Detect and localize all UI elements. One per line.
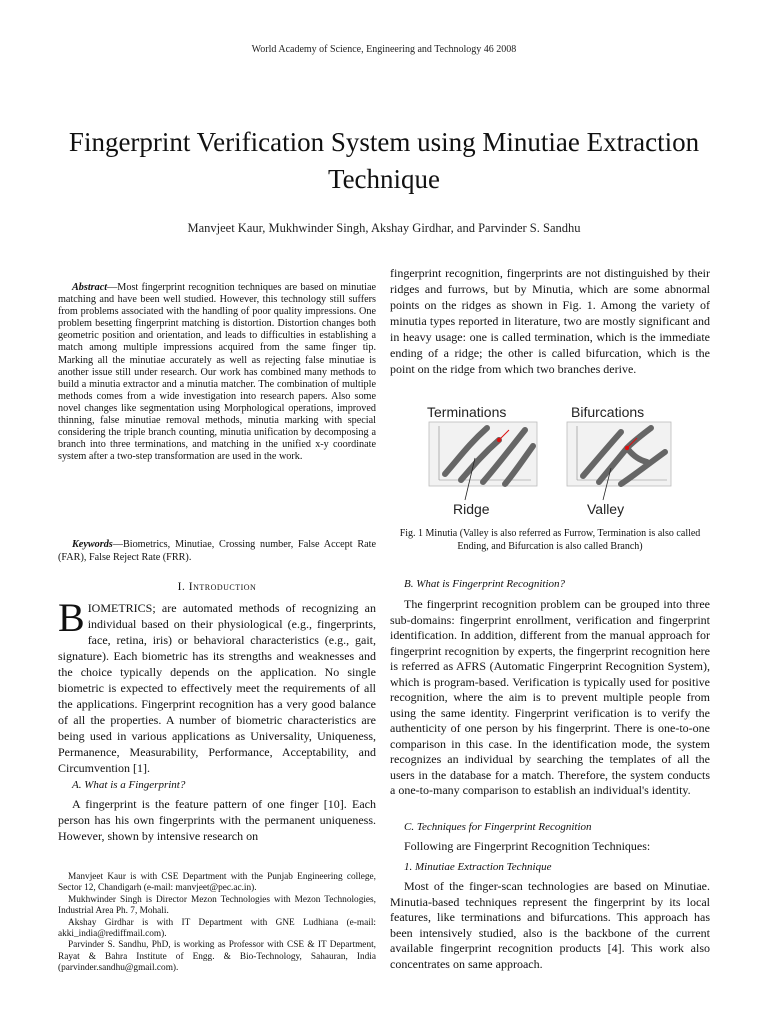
section-title: Introduction xyxy=(188,581,257,593)
subsection-heading-1: 1. Minutiae Extraction Technique xyxy=(404,861,552,873)
subsection-a-paragraph: A fingerprint is the feature pattern of one finger [10]. Each person has his own fingerprints with the permanent uniqueness. However, shown by intensive research on xyxy=(58,797,376,843)
footnote: Mukhwinder Singh is Director Mezon Technologies with Mezon Technologies, Industrial Area Ph. 7, Mohali. xyxy=(58,894,376,917)
section-numeral: I. xyxy=(177,581,186,593)
figure-caption: Fig. 1 Minutia (Valley is also referred as Furrow, Termination is also called Ending, and Bifurcation is also called Branch) xyxy=(399,528,701,552)
introduction-paragraph xyxy=(58,595,376,776)
subsection-heading-a: A. What is a Fingerprint? xyxy=(72,779,186,791)
introduction-text: IOMETRICS; are automated methods of recognizing an individual based on their physiological (e.g., fingerprints, face, retina, iris) or behavioral characteristics (e.g., gait, signature). Each biometric has its strengths and weaknesses and the choice typically depends on the application. No single biometric is expected to effectively meet the requirements of all the applications. Fingerprint recognition has a very good balance of all the properties. A number of biometric characteristics are being used in various applications as Universality, Uniqueness, Permanence, Measurability, Performance, Acceptability, and Circumvention [1]. xyxy=(58,601,376,775)
minutia-diagram xyxy=(425,400,675,518)
figure-minutia xyxy=(425,400,675,518)
label-ridge: Ridge xyxy=(453,501,490,517)
journal-header: World Academy of Science, Engineering and Technology 46 2008 xyxy=(251,44,517,55)
footnote: Akshay Girdhar is with IT Department with GNE Ludhiana (e-mail: akki_india@rediffmail.com). xyxy=(58,917,376,940)
keywords-text: —Biometrics, Minutiae, Crossing number, False Accept Rate (FAR), False Reject Rate (FRR). xyxy=(58,539,376,563)
subsection-b-paragraph: The fingerprint recognition problem can be grouped into three sub-domains: fingerprint enrollment, verification and fingerprint identification. In addition, different from the manual approach for fingerprint recognition by experts, the fingerprint recognition here is referred as AFRS (Automatic Fingerprint Recognition System), which is program-based. Verification is typically used for positive recognition, where the aim is to prevent multiple people from using the same identity. Fingerprint verification is to verify the authenticity of one person by his fingerprint. There is one-to-one comparison in this case. In the identification mode, the system recognizes an individual by searching the templates of all the users in the database for a match. Therefore, the system conducts a one-to-many comparison to establish an individual's identity. xyxy=(390,597,710,797)
abstract xyxy=(58,282,376,463)
subsection-heading-b: B. What is Fingerprint Recognition? xyxy=(404,578,566,590)
subsection-1-paragraph: Most of the finger-scan technologies are based on Minutiae. Minutia-based techniques represent the fingerprint by its local features, like terminations and bifurcations. This approach has been intensively studied, also is the backbone of the current available fingerprint recognition products [4]. This work also concentrates on same approach. xyxy=(390,879,710,971)
footnote: Parvinder S. Sandhu, PhD, is working as Professor with CSE & IT Department, Rayat & Bahra Institute of Engg. & Bio-Technology, Sahauran, India (parvinder.sandhu@gmail.com). xyxy=(58,940,376,974)
termination-panel xyxy=(429,422,537,486)
subsection-c-paragraph: Following are Fingerprint Recognition Techniques: xyxy=(404,839,651,853)
keywords xyxy=(58,539,376,564)
keywords-label: Keywords xyxy=(72,539,113,550)
author-footnotes xyxy=(58,872,376,975)
paper-title: Fingerprint Verification System using Minutiae Extraction Technique xyxy=(68,127,700,194)
section-heading-introduction xyxy=(58,581,376,593)
drop-cap: B xyxy=(58,595,85,640)
abstract-text: —Most fingerprint recognition techniques are based on minutiae matching and have been well studied. However, this technology still suffers from problems associated with the handling of poor quality impressions. One problem besetting fingerprint matching is distortion. Distortion changes both geometric position and orientation, and leads to difficulties in establishing a match among multiple impressions acquired from the same finger tip. Marking all the minutiae accurately as well as rejecting false minutiae is another issue still under research. Our work has combined many methods to build a minutia extractor and a minutia matcher. The combination of multiple methods comes from a wide investigation into research papers. Also some novel changes like segmentation using Morphological operations, improved thinning, false minutiae removal methods, minutia marking with special considering the triple branch counting, minutia unification by decomposing a branch into three terminations, and matching in the unified x-y coordinate system after a two-step transformation are used in the work. xyxy=(58,282,376,463)
right-column-intro-paragraph: fingerprint recognition, fingerprints are not distinguished by their ridges and furrows, but by Minutia, which are some abnormal points on the ridges as shown in Fig. 1. Among the variety of minutia types reported in literature, two are mostly significant and in heavy usage: one is called termination, which is the immediate ending of a ridge; the other is called bifurcation, which is the point on the ridge from which two branches derive. xyxy=(390,266,710,376)
subsection-heading-c: C. Techniques for Fingerprint Recognition xyxy=(404,821,592,833)
footnote: Manvjeet Kaur is with CSE Department with the Punjab Engineering college, Sector 12, Chandigarh (e-mail: manvjeet@pec.ac.in). xyxy=(58,872,376,894)
bifurcation-panel xyxy=(567,422,671,486)
label-valley: Valley xyxy=(587,501,625,517)
author-list: Manvjeet Kaur, Mukhwinder Singh, Akshay Girdhar, and Parvinder S. Sandhu xyxy=(187,221,581,235)
label-terminations: Terminations xyxy=(427,404,507,420)
abstract-label: Abstract xyxy=(72,282,108,293)
label-bifurcations: Bifurcations xyxy=(571,404,645,420)
